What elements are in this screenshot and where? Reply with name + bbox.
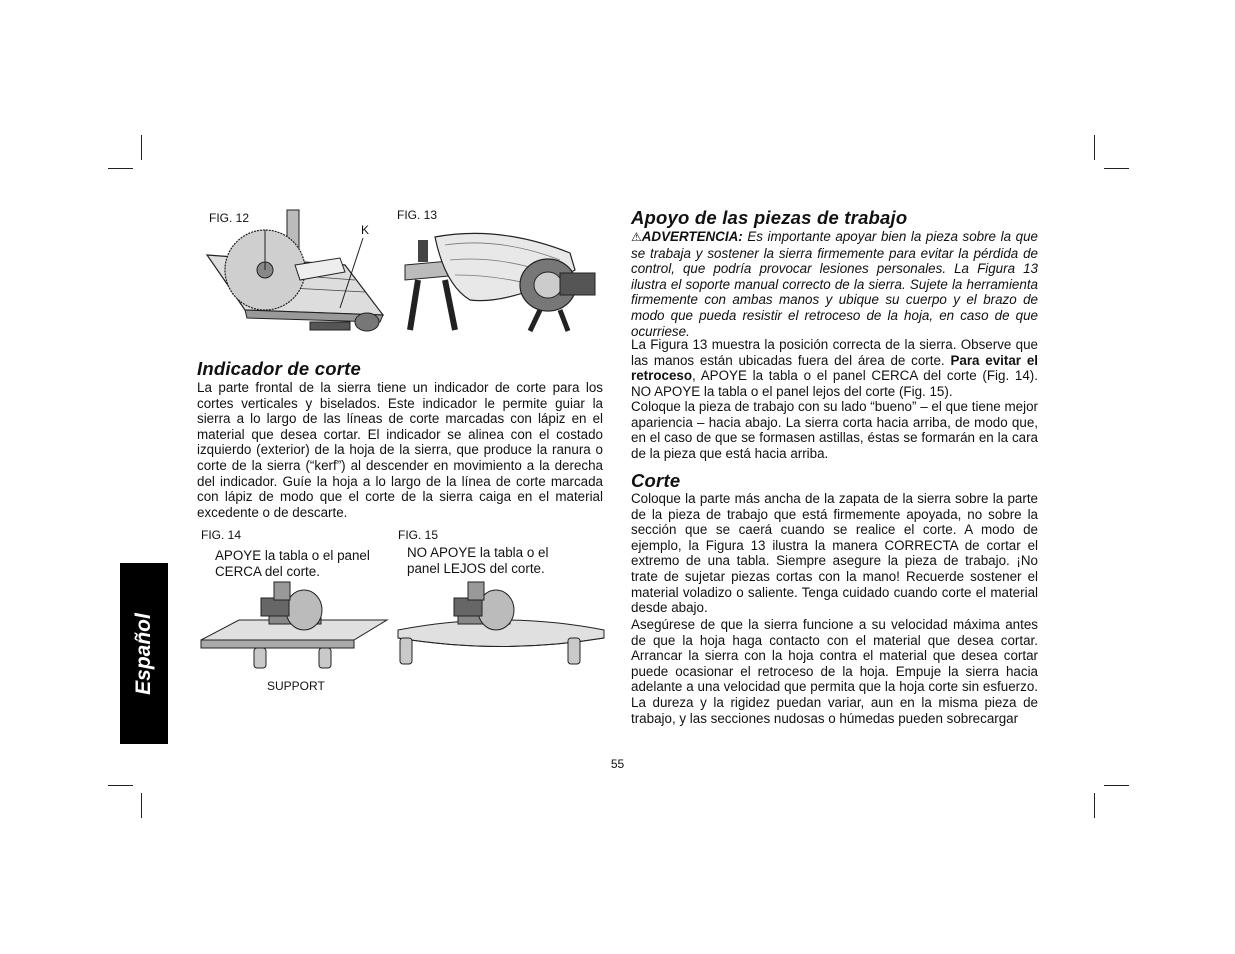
fig14-caption	[215, 548, 370, 579]
support-paragraph-1	[631, 337, 1038, 399]
warning-paragraph	[631, 229, 1038, 339]
language-tab-label: Español	[132, 612, 155, 695]
fig15-label: FIG. 15	[398, 528, 439, 542]
crop-mark	[1104, 168, 1129, 169]
support-p1-a: La Figura 13 muestra la posición correcta de la sierra. Observe que las manos están ubicadas fuera del área de corte.	[631, 337, 1038, 368]
warning-text: Es importante apoyar bien la pieza sobre la que se trabaja y sostener la sierra firmemente para evitar la pérdida de control, que podría provocar lesiones personales. La Figura 13 ilustra el soporte manual correcto de la sierra. Sujete la herramienta firmemente con ambas manos y ubique su cuerpo y el brazo de modo que pueda resistir el retroceso de la hoja, en caso de que ocurriese.	[631, 229, 1038, 339]
fig14-caption-line1: APOYE la tabla o el panel	[215, 548, 370, 563]
crop-mark	[108, 785, 133, 786]
crop-mark	[141, 135, 142, 160]
fig13-label: FIG. 13	[397, 208, 438, 222]
support-p1-b: , APOYE la tabla o el panel CERCA del corte (Fig. 14). NO APOYE la tabla o el panel lejos del corte (Fig. 15).	[631, 368, 1038, 399]
section-heading-workpiece-support: Apoyo de las piezas de trabajo	[631, 207, 908, 228]
crop-mark	[108, 168, 133, 169]
cutting-paragraph-2: Asegúrese de que la sierra funcione a su velocidad máxima antes de que la hoja haga contacto con el material que desea cortar. Arrancar la sierra con la hoja contra el material que desea cortar puede ocasionar el retroceso de la hoja. Empuje la sierra hacia adelante a una velocidad que permita que la hoja corte sin esfuerzo. La dureza y la rigidez puedan variar, aun en la misma pieza de trabajo, y las secciones nudosas o húmedas pueden sobrecargar	[631, 617, 1038, 726]
fig12-callout: K	[361, 223, 370, 237]
warning-label: ADVERTENCIA:	[641, 229, 743, 244]
crop-mark	[141, 793, 142, 818]
fig14-support-label: SUPPORT	[267, 679, 325, 693]
fig12-label: FIG. 12	[209, 211, 250, 225]
section-heading-cut-indicator: Indicador de corte	[197, 358, 361, 379]
support-paragraph-2: Coloque la pieza de trabajo con su lado “bueno” – el que tiene mejor apariencia – hacia abajo. La sierra corta hacia arriba, de modo que, en el caso de que se formasen astillas, éstas se formarán en la cara de la pieza que está hacia arriba.	[631, 399, 1038, 461]
crop-mark	[1104, 785, 1129, 786]
fig14-label: FIG. 14	[201, 528, 242, 542]
cutting-paragraph-1: Coloque la parte más ancha de la zapata de la sierra sobre la parte de la pieza de trabajo que está firmemente apoyada, no sobre la sección que se caerá cuando se realice el corte. A modo de ejemplo, la Figura 13 ilustra la manera CORRECTA de cortar el extremo de una tabla. Siempre asegure la pieza de trabajo. ¡No trate de sujetar piezas cortas con la mano! Recuerde sostener el material voladizo o saliente. Tenga cuidado cuando corte el material desde abajo.	[631, 491, 1038, 616]
fig15-far-support-illustration	[396, 580, 606, 670]
fig15-caption	[407, 545, 570, 576]
page-number: 55	[610, 757, 625, 771]
fig15-caption-line1: NO APOYE la tabla o el	[407, 545, 549, 560]
crop-mark	[1094, 135, 1095, 160]
support-p1-bold: Para evitar el retroceso	[631, 352, 1038, 384]
fig14-caption-line2: CERCA del corte.	[215, 563, 320, 579]
cut-indicator-paragraph: La parte frontal de la sierra tiene un indicador de corte para los cortes verticales y biselados. Este indicador le permite guiar la sierra a lo largo de las líneas de corte marcadas con lápiz en el material que desea cortar. El indicador se alinea con el costado izquierdo (exterior) de la hoja de la sierra, que produce la ranura o corte de la sierra (“kerf”) al descender en movimiento a la derecha del indicador. Guíe la hoja a lo largo de la línea de corte marcada con lápiz de modo que el corte de la sierra caiga en el material excedente o de descarte.	[197, 380, 603, 520]
fig15-caption-line2: panel LEJOS del corte.	[407, 560, 545, 576]
crop-mark	[1094, 793, 1095, 818]
warning-triangle-icon: ⚠	[631, 230, 642, 244]
language-tab	[120, 563, 168, 744]
fig13-board-cut-illustration	[400, 225, 600, 333]
fig14-near-support-illustration	[199, 580, 389, 670]
section-heading-cutting: Corte	[631, 470, 681, 491]
fig12-saw-illustration	[205, 210, 385, 340]
